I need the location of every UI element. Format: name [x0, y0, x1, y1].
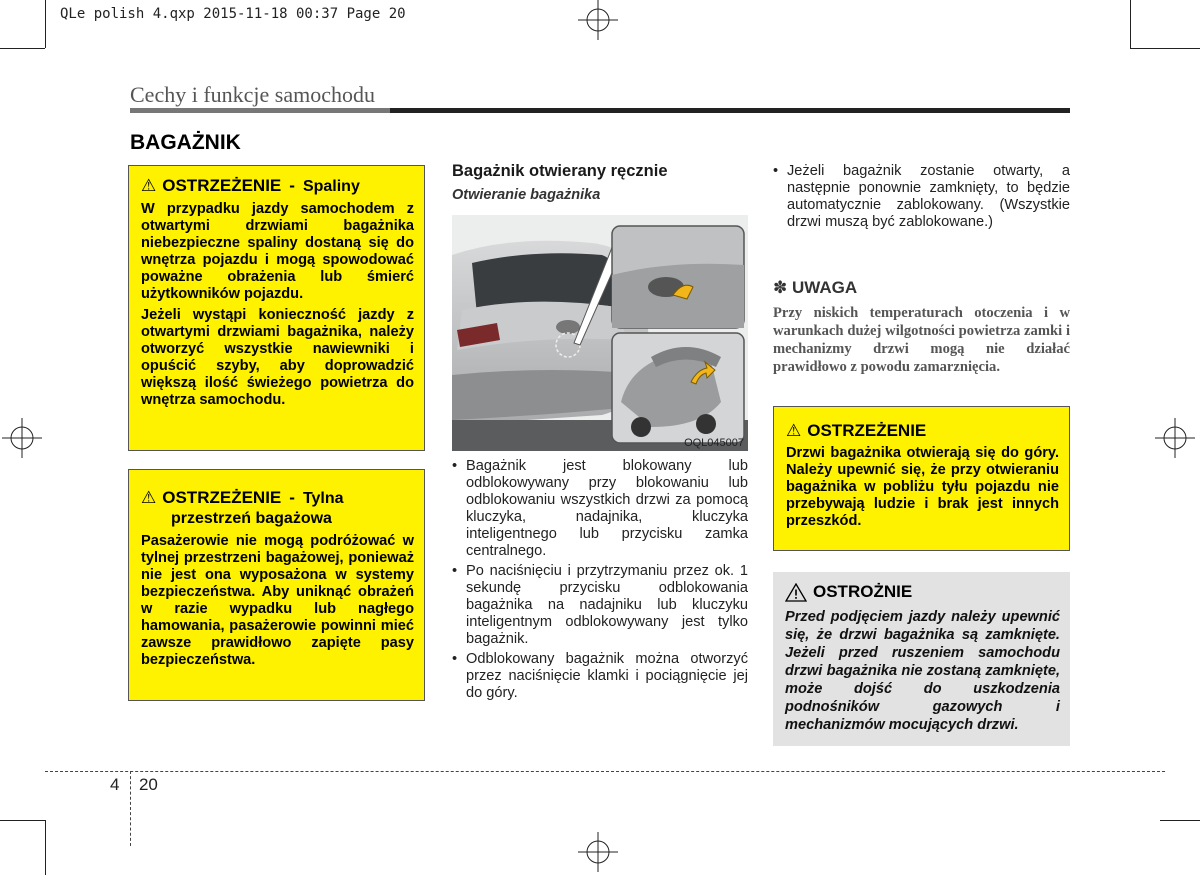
footer-rule — [45, 771, 1165, 772]
warning-tailgate-box — [773, 406, 1070, 551]
caution-title: OSTROŻNIE — [785, 582, 1060, 602]
warning-exhaust-box — [128, 165, 425, 451]
crop-mark — [0, 48, 45, 49]
caution-box — [773, 572, 1070, 746]
relock-bullets — [773, 163, 1070, 234]
warning-rear-subtitle: przestrzeń bagażowa — [171, 510, 332, 527]
page-heading: BAGAŻNIK — [130, 131, 241, 154]
warning-rear-title: ⚠ OSTRZEŻENIE - Tylna — [141, 488, 344, 507]
note-text: Przy niskich temperaturach otoczenia i w warunkach dużej wilgotności powietrza zamki i mechanizmy drzwi mogą nie działać prawidłowo z powodu zamarznięcia. — [773, 305, 1070, 375]
warning-tailgate-title: ⚠ OSTRZEŻENIE — [786, 421, 927, 440]
warning-paragraph: W przypadku jazdy samochodem z otwartymi drzwiami bagażnika niebezpieczne spaliny dostaną się do wnętrza pojazdu i mogą spowodować poważne obrażenia lub śmierć użytkowników pojazdu. — [141, 201, 414, 302]
figure-code: OQL045007 — [684, 437, 744, 449]
handle-detail-inset — [611, 225, 745, 329]
warning-rear-text: Pasażerowie nie mogą podróżować w tylnej przestrzeni bagażowej, ponieważ nie jest ona wyposażona w systemy bezpieczeństwa. Aby uniknąć obrażeń w razie wypadku lub nagłego hamowania, pasażerowie powinni mieć zawsze prawidłowo zapięte pasy bezpieczeństwa. — [141, 533, 414, 668]
section-title: Cechy i funkcje samochodu — [130, 82, 375, 107]
caution-text: Przed podjęciem jazdy należy upewnić się, że drzwi bagażnika są zamknięte. Jeżeli przed ruszeniem samochodu drzwi bagażnika nie zostaną zamknięte, może dojść do uszkodzenia podnośników gazowych i mechanizmów mocujących drzwi. — [785, 609, 1060, 733]
page-number: 4 20 — [110, 775, 158, 794]
warning-triangle-icon: ⚠ — [141, 176, 157, 195]
print-slug: QLe polish 4.qxp 2015-11-18 00:37 Page 20 — [60, 6, 406, 22]
note-symbol-icon: ✽ — [773, 278, 788, 297]
warning-triangle-icon: ⚠ — [786, 421, 802, 440]
warning-exhaust-text — [141, 201, 414, 409]
list-item: • Odblokowany bagażnik można otworzyć przez naciśnięcie klamki i pociągnięcie jej do góry. — [452, 651, 748, 702]
list-item: • Jeżeli bagażnik zostanie otwarty, a następnie ponownie zamknięty, to będzie automatycznie zablokowany. (Wszystkie drzwi muszą być zablokowane.) — [773, 163, 1070, 231]
manual-trunk-bullets — [452, 458, 748, 705]
manual-trunk-heading: Bagażnik otwierany ręcznie — [452, 162, 668, 180]
note-heading: ✽ UWAGA — [773, 278, 858, 297]
trunk-illustration — [452, 215, 748, 451]
warning-paragraph: Jeżeli wystąpi konieczność jazdy z otwartymi drzwiami bagażnika, należy otworzyć wszystkie nawiewniki i opuścić szyby, aby doprowadzić większą ilość świeżego powietrza do wnętrza samochodu. — [141, 307, 414, 408]
registration-mark-icon — [2, 418, 42, 458]
warning-rear-box — [128, 469, 425, 701]
registration-mark-icon — [578, 832, 618, 872]
registration-mark-icon — [578, 0, 618, 40]
warning-triangle-icon: ⚠ — [141, 488, 157, 507]
open-trunk-inset — [611, 332, 745, 444]
registration-mark-icon — [1155, 418, 1195, 458]
crop-mark — [1130, 48, 1200, 49]
header-rule — [130, 108, 1070, 113]
list-item: • Po naciśnięciu i przytrzymaniu przez ok. 1 sekundę przycisku odblokowania bagażnika na nadajniku lub kluczyku inteligentnym odblokowywany jest tylko bagażnik. — [452, 563, 748, 648]
manual-trunk-subheading: Otwieranie bagażnika — [452, 187, 601, 203]
warning-tailgate-text: Drzwi bagażnika otwierają się do góry. Należy upewnić się, że przy otwieraniu bagażnika w pobliżu tyłu pojazdu nie przebywają ludzie i brak jest innych przeszkód. — [786, 445, 1059, 529]
crop-mark — [0, 820, 45, 821]
crop-mark — [1160, 820, 1200, 821]
crop-mark — [45, 0, 46, 48]
crop-mark — [1130, 0, 1131, 48]
warning-exhaust-title: ⚠ OSTRZEŻENIE - Spaliny — [141, 176, 360, 195]
list-item: • Bagażnik jest blokowany lub odblokowywany przy blokowaniu lub odblokowaniu wszystkich drzwi za pomocą kluczyka, nadajnika, kluczyka inteligentnego lub przycisku zamka centralnego. — [452, 458, 748, 560]
caution-triangle-icon — [785, 583, 807, 602]
crop-mark — [45, 820, 46, 875]
